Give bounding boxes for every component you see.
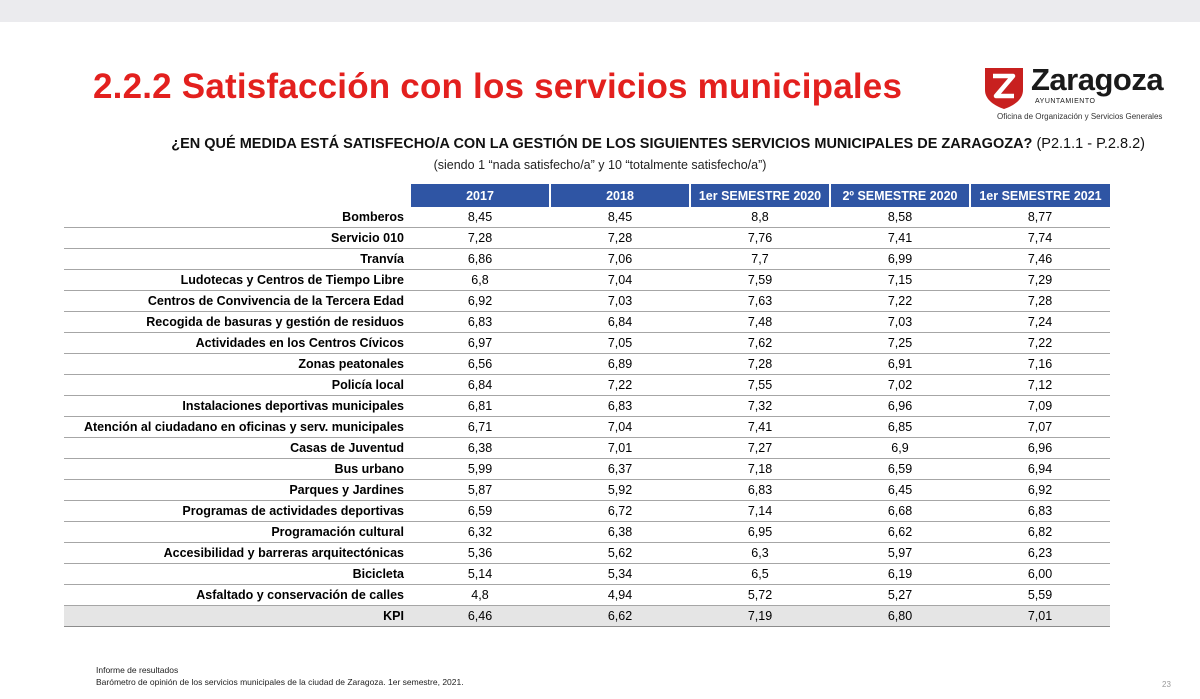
score-cell: 7,59 bbox=[690, 270, 830, 291]
score-cell: 6,82 bbox=[970, 522, 1110, 543]
score-cell: 5,87 bbox=[410, 480, 550, 501]
score-cell: 7,76 bbox=[690, 228, 830, 249]
table-row bbox=[64, 396, 1110, 417]
table-row bbox=[64, 249, 1110, 270]
table-row bbox=[64, 207, 1110, 228]
score-cell: 7,28 bbox=[550, 228, 690, 249]
score-cell: 6,00 bbox=[970, 564, 1110, 585]
score-cell: 6,45 bbox=[830, 480, 970, 501]
score-cell: 7,01 bbox=[550, 438, 690, 459]
row-label: Programación cultural bbox=[64, 522, 410, 543]
table-row bbox=[64, 438, 1110, 459]
score-cell: 6,81 bbox=[410, 396, 550, 417]
score-cell: 8,77 bbox=[970, 207, 1110, 228]
score-cell: 6,96 bbox=[830, 396, 970, 417]
score-cell: 7,41 bbox=[830, 228, 970, 249]
table-row bbox=[64, 522, 1110, 543]
row-label: Instalaciones deportivas municipales bbox=[64, 396, 410, 417]
column-header: 2017 bbox=[410, 184, 550, 207]
score-cell: 7,14 bbox=[690, 501, 830, 522]
table-body bbox=[64, 207, 1110, 627]
score-cell: 7,7 bbox=[690, 249, 830, 270]
score-cell: 6,62 bbox=[550, 606, 690, 627]
satisfaction-table bbox=[64, 184, 1110, 627]
row-label: Asfaltado y conservación de calles bbox=[64, 585, 410, 606]
score-cell: 6,56 bbox=[410, 354, 550, 375]
row-label: KPI bbox=[64, 606, 410, 627]
table-row bbox=[64, 270, 1110, 291]
score-cell: 5,72 bbox=[690, 585, 830, 606]
score-cell: 6,59 bbox=[410, 501, 550, 522]
score-cell: 5,99 bbox=[410, 459, 550, 480]
score-cell: 6,5 bbox=[690, 564, 830, 585]
score-cell: 7,74 bbox=[970, 228, 1110, 249]
row-label: Recogida de basuras y gestión de residuos bbox=[64, 312, 410, 333]
survey-question bbox=[0, 136, 1145, 152]
score-cell: 7,41 bbox=[690, 417, 830, 438]
score-cell: 5,34 bbox=[550, 564, 690, 585]
table-row bbox=[64, 564, 1110, 585]
table-header-corner bbox=[64, 184, 410, 207]
score-cell: 6,95 bbox=[690, 522, 830, 543]
column-header: 1er SEMESTRE 2020 bbox=[690, 184, 830, 207]
score-cell: 7,22 bbox=[970, 333, 1110, 354]
footer-line-2: Barómetro de opinión de los servicios municipales de la ciudad de Zaragoza. 1er semestre, 2021. bbox=[96, 677, 464, 687]
logo-name: Zaragoza bbox=[1031, 62, 1164, 97]
row-label: Casas de Juventud bbox=[64, 438, 410, 459]
score-cell: 7,28 bbox=[970, 291, 1110, 312]
score-cell: 7,22 bbox=[830, 291, 970, 312]
row-label: Bicicleta bbox=[64, 564, 410, 585]
score-cell: 6,89 bbox=[550, 354, 690, 375]
slide bbox=[0, 22, 1200, 699]
score-cell: 7,19 bbox=[690, 606, 830, 627]
score-cell: 4,8 bbox=[410, 585, 550, 606]
score-cell: 6,9 bbox=[830, 438, 970, 459]
page-number: 23 bbox=[1162, 680, 1171, 689]
table-row bbox=[64, 480, 1110, 501]
score-cell: 4,94 bbox=[550, 585, 690, 606]
table-row bbox=[64, 228, 1110, 249]
score-cell: 6,62 bbox=[830, 522, 970, 543]
score-cell: 6,37 bbox=[550, 459, 690, 480]
score-cell: 7,03 bbox=[550, 291, 690, 312]
table-row bbox=[64, 417, 1110, 438]
score-cell: 6,91 bbox=[830, 354, 970, 375]
footer-line-1: Informe de resultados bbox=[96, 665, 179, 675]
column-header: 1er SEMESTRE 2021 bbox=[970, 184, 1110, 207]
column-header: 2018 bbox=[550, 184, 690, 207]
score-cell: 6,92 bbox=[410, 291, 550, 312]
score-cell: 7,04 bbox=[550, 270, 690, 291]
score-cell: 6,8 bbox=[410, 270, 550, 291]
score-cell: 6,86 bbox=[410, 249, 550, 270]
row-label: Policía local bbox=[64, 375, 410, 396]
zaragoza-logo bbox=[983, 64, 1183, 128]
score-cell: 6,38 bbox=[550, 522, 690, 543]
score-cell: 5,62 bbox=[550, 543, 690, 564]
score-cell: 7,55 bbox=[690, 375, 830, 396]
table-row bbox=[64, 501, 1110, 522]
table-header-row bbox=[64, 184, 1110, 207]
score-cell: 5,27 bbox=[830, 585, 970, 606]
score-cell: 6,38 bbox=[410, 438, 550, 459]
table-row bbox=[64, 354, 1110, 375]
score-cell: 6,83 bbox=[550, 396, 690, 417]
score-cell: 7,62 bbox=[690, 333, 830, 354]
score-cell: 5,36 bbox=[410, 543, 550, 564]
score-cell: 6,84 bbox=[550, 312, 690, 333]
row-label: Ludotecas y Centros de Tiempo Libre bbox=[64, 270, 410, 291]
score-cell: 7,29 bbox=[970, 270, 1110, 291]
table-row bbox=[64, 543, 1110, 564]
row-label: Bus urbano bbox=[64, 459, 410, 480]
table-row bbox=[64, 291, 1110, 312]
row-label: Atención al ciudadano en oficinas y serv. municipales bbox=[64, 417, 410, 438]
row-label: Actividades en los Centros Cívicos bbox=[64, 333, 410, 354]
logo-office: Oficina de Organización y Servicios Generales bbox=[997, 112, 1163, 121]
score-cell: 7,06 bbox=[550, 249, 690, 270]
score-cell: 7,18 bbox=[690, 459, 830, 480]
score-cell: 5,14 bbox=[410, 564, 550, 585]
score-cell: 7,02 bbox=[830, 375, 970, 396]
table-row bbox=[64, 459, 1110, 480]
score-cell: 7,28 bbox=[410, 228, 550, 249]
page-title: 2.2.2 Satisfacción con los servicios municipales bbox=[93, 67, 903, 106]
question-text: ¿EN QUÉ MEDIDA ESTÁ SATISFECHO/A CON LA GESTIÓN DE LOS SIGUIENTES SERVICIOS MUNICIPALES DE ZARAGOZA? bbox=[171, 136, 1033, 152]
score-cell: 8,45 bbox=[410, 207, 550, 228]
score-cell: 7,32 bbox=[690, 396, 830, 417]
score-cell: 7,07 bbox=[970, 417, 1110, 438]
footer bbox=[96, 664, 464, 688]
row-label: Tranvía bbox=[64, 249, 410, 270]
row-label: Programas de actividades deportivas bbox=[64, 501, 410, 522]
score-cell: 7,12 bbox=[970, 375, 1110, 396]
score-cell: 7,05 bbox=[550, 333, 690, 354]
column-header: 2º SEMESTRE 2020 bbox=[830, 184, 970, 207]
score-cell: 6,84 bbox=[410, 375, 550, 396]
score-cell: 7,22 bbox=[550, 375, 690, 396]
score-cell: 6,97 bbox=[410, 333, 550, 354]
score-cell: 6,59 bbox=[830, 459, 970, 480]
question-code: (P2.1.1 - P.2.8.2) bbox=[1036, 136, 1145, 152]
score-cell: 6,68 bbox=[830, 501, 970, 522]
score-cell: 6,72 bbox=[550, 501, 690, 522]
score-cell: 6,23 bbox=[970, 543, 1110, 564]
score-cell: 6,46 bbox=[410, 606, 550, 627]
score-cell: 7,09 bbox=[970, 396, 1110, 417]
score-cell: 8,8 bbox=[690, 207, 830, 228]
shield-icon bbox=[983, 66, 1025, 110]
table-row bbox=[64, 375, 1110, 396]
score-cell: 7,27 bbox=[690, 438, 830, 459]
score-cell: 6,85 bbox=[830, 417, 970, 438]
score-cell: 7,46 bbox=[970, 249, 1110, 270]
score-cell: 7,16 bbox=[970, 354, 1110, 375]
row-label: Zonas peatonales bbox=[64, 354, 410, 375]
row-label: Parques y Jardines bbox=[64, 480, 410, 501]
score-cell: 6,96 bbox=[970, 438, 1110, 459]
score-cell: 6,19 bbox=[830, 564, 970, 585]
score-cell: 7,03 bbox=[830, 312, 970, 333]
row-label: Centros de Convivencia de la Tercera Edad bbox=[64, 291, 410, 312]
score-cell: 6,71 bbox=[410, 417, 550, 438]
row-label: Accesibilidad y barreras arquitectónicas bbox=[64, 543, 410, 564]
score-cell: 7,01 bbox=[970, 606, 1110, 627]
kpi-row bbox=[64, 606, 1110, 627]
score-cell: 7,15 bbox=[830, 270, 970, 291]
score-cell: 6,83 bbox=[970, 501, 1110, 522]
score-cell: 7,24 bbox=[970, 312, 1110, 333]
score-cell: 6,94 bbox=[970, 459, 1110, 480]
score-cell: 7,63 bbox=[690, 291, 830, 312]
score-cell: 7,04 bbox=[550, 417, 690, 438]
score-cell: 7,28 bbox=[690, 354, 830, 375]
score-cell: 5,59 bbox=[970, 585, 1110, 606]
row-label: Servicio 010 bbox=[64, 228, 410, 249]
score-cell: 6,92 bbox=[970, 480, 1110, 501]
table-row bbox=[64, 333, 1110, 354]
score-cell: 6,83 bbox=[690, 480, 830, 501]
score-cell: 6,32 bbox=[410, 522, 550, 543]
scale-note: (siendo 1 “nada satisfecho/a” y 10 “totalmente satisfecho/a”) bbox=[433, 158, 767, 172]
score-cell: 8,58 bbox=[830, 207, 970, 228]
score-cell: 5,92 bbox=[550, 480, 690, 501]
table-row bbox=[64, 585, 1110, 606]
row-label: Bomberos bbox=[64, 207, 410, 228]
score-cell: 6,3 bbox=[690, 543, 830, 564]
score-cell: 6,99 bbox=[830, 249, 970, 270]
score-cell: 6,83 bbox=[410, 312, 550, 333]
score-cell: 8,45 bbox=[550, 207, 690, 228]
logo-subtitle: AYUNTAMIENTO bbox=[1035, 98, 1096, 105]
score-cell: 6,80 bbox=[830, 606, 970, 627]
score-cell: 5,97 bbox=[830, 543, 970, 564]
score-cell: 7,25 bbox=[830, 333, 970, 354]
score-cell: 7,48 bbox=[690, 312, 830, 333]
table-row bbox=[64, 312, 1110, 333]
